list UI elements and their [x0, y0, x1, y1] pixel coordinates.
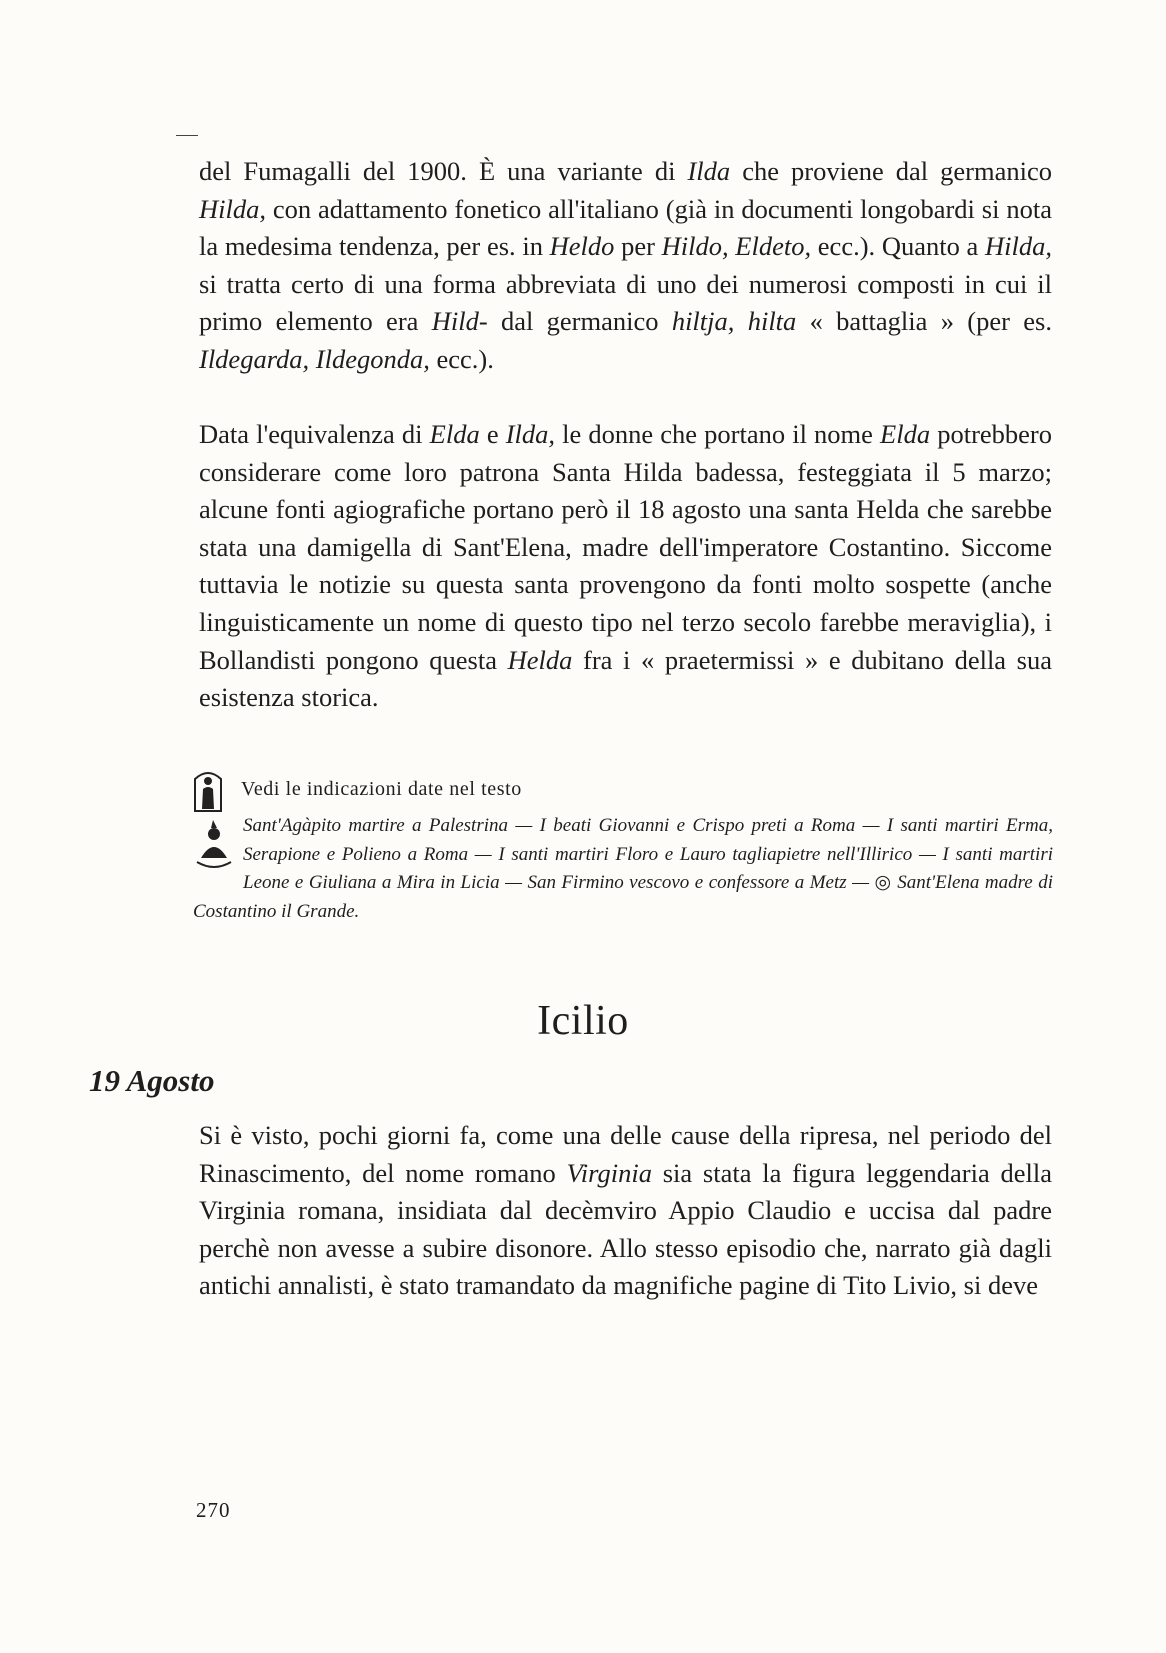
section-title: Icilio: [537, 998, 629, 1044]
text-run: Data l'equivalenza di: [199, 419, 430, 449]
text-run: con adattamento fonetico all'italiano (già in documenti longobardi si nota la medesima tendenza, per es. in: [199, 193, 1052, 262]
reference-note-block: [191, 765, 1061, 813]
italic-term: Elda: [880, 419, 931, 449]
italic-term: hiltja, hilta: [671, 306, 797, 337]
paragraph-elda-patron: [199, 416, 1052, 717]
saints-list-text: Sant'Agàpito martire a Palestrina — I beati Giovanni e Crispo preti a Roma — I santi martiri Erma, Serapione e Polieno a Roma — I santi martiri Floro e Lauro tagliapietre nell'Illirico — I santi martiri Leone e Giuliana a Mira in Licia — San Firmino vescovo e confessore a Metz — ◎ Sant'Elena madre di Costantino il Grande.: [193, 815, 1053, 922]
saints-of-the-day: [193, 812, 1053, 926]
text-run: Si è visto, pochi giorni fa, come una delle cause della ripresa, nel periodo del Rinascimento, del nome romano: [199, 1120, 1052, 1188]
italic-term: Helda: [507, 644, 573, 675]
paragraph-icilio-intro: [199, 1117, 1052, 1305]
top-dash-mark: [176, 135, 198, 136]
text-run: le donne che portano il nome: [555, 419, 881, 449]
section-date: 19 Agosto: [89, 1063, 215, 1098]
page-number: 270: [196, 1498, 231, 1522]
italic-term: Elda: [429, 419, 480, 449]
italic-term: Ilda,: [505, 419, 556, 449]
text-run: si tratta certo di una forma abbreviata di uno dei numerosi composti in cui il primo elemento era: [199, 268, 1052, 337]
italic-term: Hildo, Eldeto,: [661, 231, 812, 262]
italic-term: Ildegarda, Ildegonda,: [199, 343, 430, 374]
italic-term: Heldo: [549, 231, 615, 262]
text-run: dal germanico: [487, 306, 672, 337]
reference-note: Vedi le indicazioni date nel testo: [241, 777, 522, 800]
text-run: ecc.). Quanto a: [811, 231, 985, 262]
saint-bust-icon: [193, 816, 235, 872]
italic-term: Hild-: [431, 306, 488, 337]
saint-figure-icon: [191, 765, 225, 813]
text-run: che proviene dal germanico: [730, 156, 1052, 186]
italic-term: Ilda: [687, 156, 731, 186]
text-run: « battaglia » (per es.: [796, 306, 1052, 337]
text-run: fra i « praetermissi » e dubitano della sua esistenza storica.: [199, 644, 1053, 713]
italic-term: Hilda,: [985, 231, 1052, 262]
italic-term: Virginia: [566, 1157, 652, 1188]
text-run: sia stata la figura leggendaria della Virginia romana, insidiata dal decèmviro Appio Claudio e uccisa dal padre perchè non avesse a subire disonore. Allo stesso episodio che, narrato già dagli antichi annalisti, è stato tramandato da magnifiche pagine di Tito Livio, si deve: [199, 1157, 1052, 1301]
paragraph-elda-origin: [199, 153, 1052, 379]
text-run: potrebbero considerare come loro patrona Santa Hilda badessa, festeggiata il 5 marzo; alcune fonti agiografiche portano però il 18 agosto una santa Helda che sarebbe stata una damigella di Sant'Elena, madre dell'imperatore Costantino. Siccome tuttavia le notizie su questa santa provengono da fonti molto sospette (anche linguisticamente un nome di questo tipo nel terzo secolo farebbe meraviglia), i Bollandisti pongono questa: [199, 419, 1053, 675]
text-run: del Fumagalli del 1900. È una variante di: [199, 156, 688, 186]
text-run: e: [479, 419, 506, 449]
italic-term: Hilda,: [199, 193, 266, 224]
text-run: per: [614, 231, 662, 262]
text-run: ecc.).: [429, 343, 494, 374]
